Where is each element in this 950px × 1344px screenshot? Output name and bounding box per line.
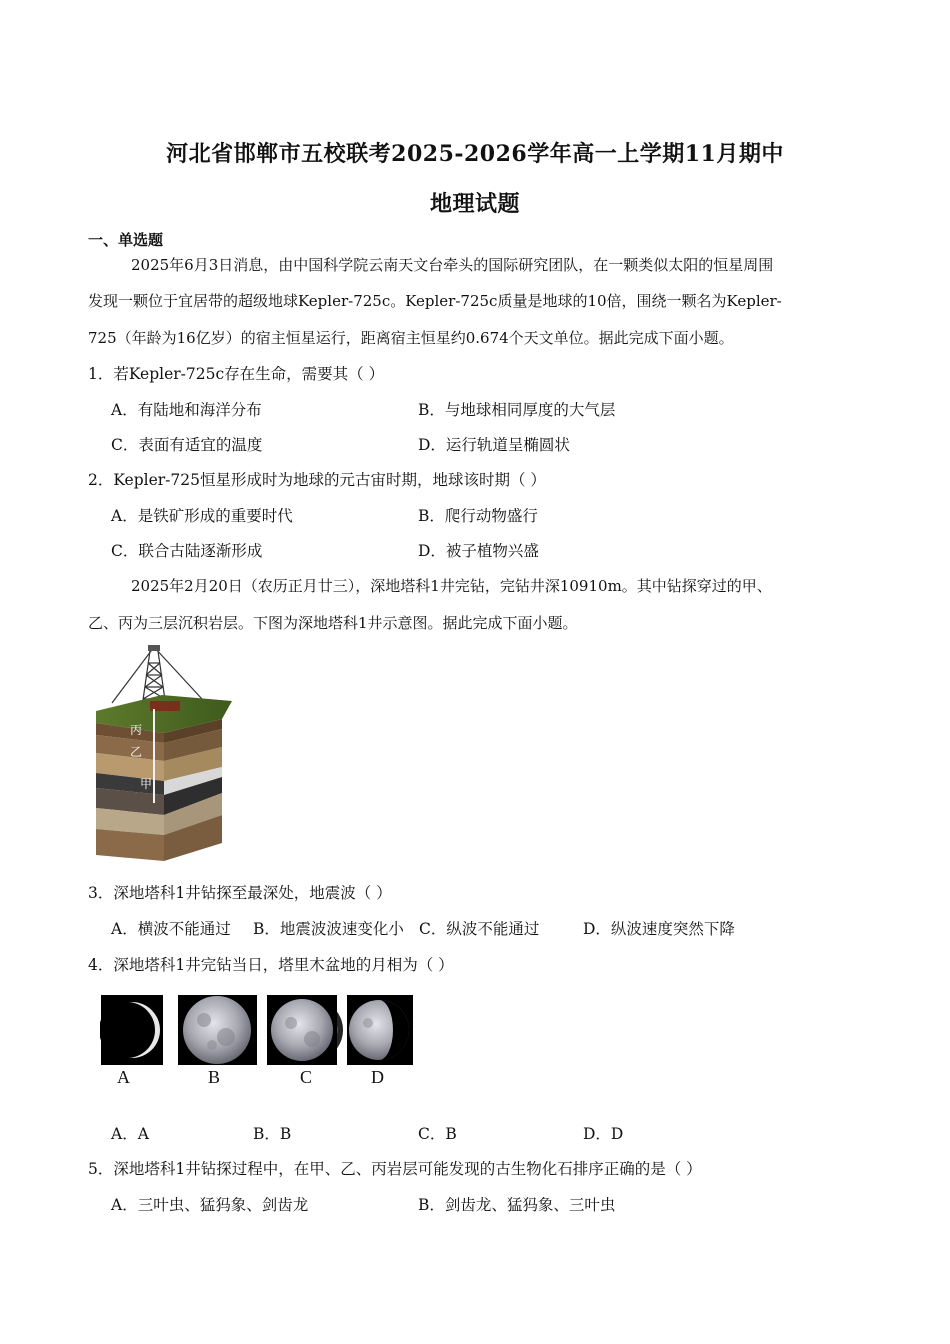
moon-label-d: D (371, 1067, 384, 1087)
question-1-option-a: A．有陆地和海洋分布 (111, 401, 262, 419)
question-4-option-c: C．B (418, 1125, 457, 1143)
intro2-line2: 乙、丙为三层沉积岩层。下图为深地塔科1井示意图。据此完成下面小题。 (88, 614, 578, 632)
intro1-line2: 发现一颗位于宜居带的超级地球Kepler-725c。Kepler-725c质量是地球的10倍，围绕一颗名为Kepler- (88, 292, 782, 310)
question-2-option-c: C．联合古陆逐渐形成 (111, 542, 263, 560)
intro2-line1: 2025年2月20日（农历正月廿三），深地塔科1井完钻，完钻井深10910m。其中钻探穿过的甲、 (131, 577, 772, 595)
question-5-option-a: A．三叶虫、猛犸象、剑齿龙 (111, 1196, 309, 1214)
question-5-stem: 5．深地塔科1井钻探过程中，在甲、乙、丙岩层可能发现的古生物化石排序正确的是（ ） (88, 1160, 702, 1178)
question-1-stem: 1．若Kepler-725c存在生命，需要其（ ） (88, 365, 385, 383)
moon-label-b: B (208, 1067, 221, 1087)
moon-label-a: A (117, 1067, 130, 1087)
drilling-well-figure (92, 643, 242, 863)
intro1-line1: 2025年6月3日消息，由中国科学院云南天文台牵头的国际研究团队，在一颗类似太阳的恒星周围 (131, 256, 774, 274)
drilling-well-illustration (92, 643, 242, 863)
question-3-option-a: A．横波不能通过 (111, 920, 231, 938)
intro1-line3: 725（年龄为16亿岁）的宿主恒星运行，距离宿主恒星约0.674个天文单位。据此完成下面小题。 (88, 329, 734, 347)
question-5-option-b: B．剑齿龙、猛犸象、三叶虫 (418, 1196, 616, 1214)
question-3-option-b: B．地震波波速变化小 (253, 920, 404, 938)
page-title: 河北省邯郸市五校联考2025-2026学年高一上学期11月期中 (166, 141, 784, 167)
layer-label-yi: 乙 (130, 745, 143, 759)
question-3-option-c: C．纵波不能通过 (419, 920, 540, 938)
moon-label-c: C (300, 1067, 313, 1087)
question-2-option-b: B．爬行动物盛行 (418, 507, 538, 525)
question-2-option-a: A．是铁矿形成的重要时代 (111, 507, 293, 525)
question-3-option-d: D．纵波速度突然下降 (583, 920, 735, 938)
question-1-option-d: D．运行轨道呈椭圆状 (418, 436, 570, 454)
question-1-option-c: C．表面有适宜的温度 (111, 436, 263, 454)
moon-phases-illustration (100, 993, 414, 1067)
question-3-stem: 3．深地塔科1井钻探至最深处，地震波（ ） (88, 884, 392, 902)
question-4-option-b: B．B (253, 1125, 292, 1143)
question-4-option-d: D．D (583, 1125, 624, 1143)
question-4-option-a: A．A (111, 1125, 149, 1143)
moon-phases-figure (100, 993, 414, 1067)
question-1-option-b: B．与地球相同厚度的大气层 (418, 401, 616, 419)
layer-label-bing: 丙 (130, 723, 143, 737)
question-2-stem: 2．Kepler-725恒星形成时为地球的元古宙时期，地球该时期（ ） (88, 471, 546, 489)
question-4-stem: 4．深地塔科1井完钻当日，塔里木盆地的月相为（ ） (88, 956, 454, 974)
section-heading: 一、单选题 (88, 231, 164, 249)
question-2-option-d: D．被子植物兴盛 (418, 542, 539, 560)
page-subtitle: 地理试题 (429, 191, 520, 217)
layer-label-jia: 甲 (140, 777, 153, 791)
